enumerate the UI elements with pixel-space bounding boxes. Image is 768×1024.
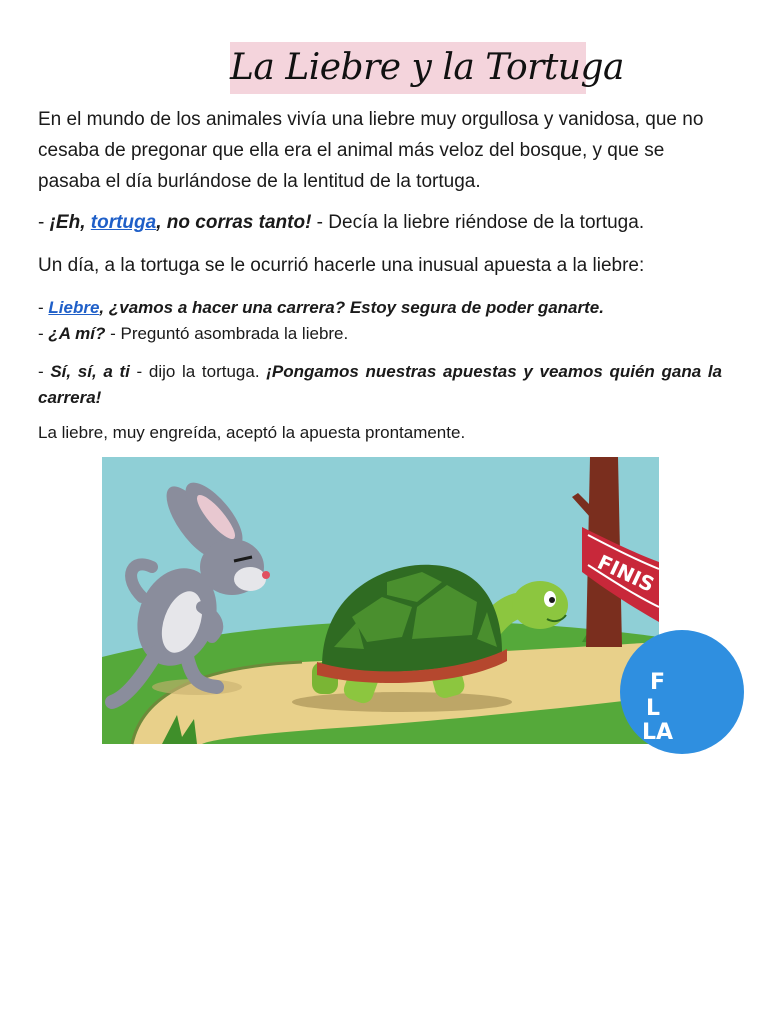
dialogue-narration: - Decía la liebre riéndose de la tortuga. (311, 212, 645, 233)
dialogue-line-1 (38, 207, 722, 238)
race-illustration (102, 457, 674, 745)
dash: - (38, 362, 51, 381)
dialogue-line-3 (38, 321, 722, 346)
blue-sign (620, 630, 744, 754)
tortoise-pupil (549, 597, 555, 603)
paragraph-intro: En el mundo de los animales vivía una liebre muy orgullosa y vanidosa, que no cesaba de pregonar que ella era el animal más veloz del bosque, y que se pasaba el día burlándose de la lentitud de la tortuga. (38, 109, 704, 192)
hare-muzzle (234, 567, 266, 591)
race-scene (102, 457, 674, 745)
title-highlight (230, 42, 624, 94)
link-liebre[interactable]: Liebre (48, 298, 100, 317)
dash: - (38, 212, 50, 233)
paragraph-bet: Un día, a la tortuga se le ocurrió hacerle una inusual apuesta a la liebre: (38, 255, 645, 276)
dialogue-bold: Sí, sí, a ti (50, 362, 130, 381)
page-title: La Liebre y la Tortuga (230, 47, 624, 88)
banner-text: FINIS (593, 549, 659, 597)
dialogue-bold: , ¿vamos a hacer una carrera? Estoy segura de poder ganarte. (99, 298, 604, 317)
dialogue-bold-end: , no corras tanto! (156, 212, 312, 233)
dialogue-narration: - dijo la tortuga. (129, 362, 267, 381)
hare-nose (262, 571, 270, 579)
sign-line-3: LA (642, 720, 674, 745)
sign-line-1: F (650, 670, 666, 695)
link-tortuga[interactable]: tortuga (90, 212, 157, 233)
sign-line-2: L (646, 696, 661, 721)
dash: - (38, 324, 49, 343)
dialogue-line-2 (38, 295, 722, 320)
dash: - (38, 298, 49, 317)
tortoise-head (512, 581, 568, 629)
dialogue-line-4 (38, 359, 722, 411)
tortoise-shadow (292, 692, 512, 712)
dialogue-bold-start: ¡Eh, (49, 212, 91, 233)
dialogue-bold-end: ¡Pongamos nuestras apuestas y veamos quién gana la carrera! (38, 362, 723, 407)
paragraph-accept: La liebre, muy engreída, aceptó la apuesta prontamente. (38, 423, 466, 442)
dialogue-narration: - Preguntó asombrada la liebre. (105, 324, 349, 343)
dialogue-bold: ¿A mí? (48, 324, 106, 343)
